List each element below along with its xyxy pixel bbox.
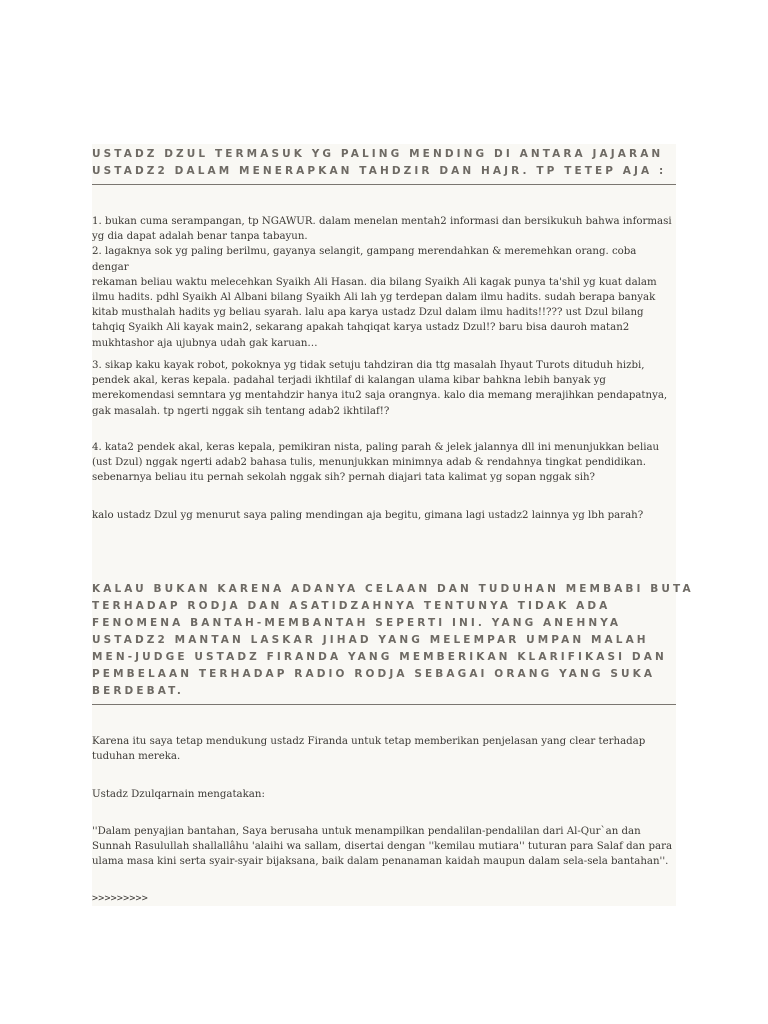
heading-divider — [92, 184, 676, 185]
heading-line: FENOMENA BANTAH-MEMBANTAH SEPERTI INI. YANG ANEHNYA — [92, 617, 622, 629]
heading-line: USTADZ2 MANTAN LASKAR JIHAD YANG MELEMPAR UMPAN MALAH — [92, 634, 649, 646]
paragraph-quote: ''Dalam penyajian bantahan, Saya berusaha untuk menampilkan pendalilan-pendalilan dari Al-Qur`an dan Sunnah Rasulullah shallallâhu 'alaihi wa sallam, disertai dengan ''kemilau mutiara'' tuturan para Salaf dan para ulama masa kini serta syair-syair bijaksana, baik dalam penanaman kaidah maupun dalam sela-sela bantahan''. — [92, 826, 673, 868]
continuation-marker: >>>>>>>>> — [92, 893, 148, 904]
paragraph-points-1-2: 1. bukan cuma serampangan, tp NGAWUR. dalam menelan mentah2 informasi dan bersikukuh bahwa informasi yg dia dapat adalah benar tanpa tabayun. 2. lagaknya sok yg paling berilmu, gayanya selangit, gampang merendahkan & meremehkan orang. coba dengar rekaman beliau waktu melecehkan Syaikh Ali Hasan. dia bilang Syaikh Ali kagak punya ta'shil yg kuat dalam ilmu hadits. pdhl Syaikh Al Albani bilang Syaikh Ali lah yg terdepan dalam ilmu hadits. sudah berapa banyak kitab musthalah hadits yg beliau syarah. lalu apa karya ustadz Dzul dalam ilmu hadits!!??? ust Dzul bilang tahqiq Syaikh Ali kayak main2, sekarang apakah tahqiqat karya ustadz Dzul!? baru bisa dauroh matan2 mukhtashor aja ujubnya udah gak karuan… — [92, 216, 672, 349]
heading-line: BERDEBAT. — [92, 685, 184, 697]
paragraph-point-3: 3. sikap kaku kayak robot, pokoknya yg tidak setuju tahdziran dia ttg masalah Ihyaut Turots dituduh hizbi, pendek akal, keras kepala. padahal terjadi ikhtilaf di kalangan ulama kibar bahkna lebih banyak yg merekomendasi semntara yg mentahdzir hanya itu2 saja orangnya. kalo dia memang merajihkan pendapatnya, gak masalah. tp ngerti nggak sih tentang adab2 ikhtilaf!? — [92, 360, 668, 417]
paragraph-support: Karena itu saya tetap mendukung ustadz Firanda untuk tetap memberikan penjelasan yang clear terhadap tuduhan mereka. — [92, 736, 646, 763]
paragraph-point-4: 4. kata2 pendek akal, keras kepala, pemikiran nista, paling parah & jelek jalannya dll ini menunjukkan beliau (ust Dzul) nggak ngerti adab2 bahasa tulis, menunjukkan minimnya adab & rendahnya tingkat pendidikan. sebenarnya beliau itu pernah sekolah nggak sih? pernah diajari tata kalimat yg sopan nggak sih? — [92, 442, 660, 484]
heading-line: KALAU BUKAN KARENA ADANYA CELAAN DAN TUDUHAN MEMBABI BUTA — [92, 583, 694, 595]
heading-line: PEMBELAAN TERHADAP RADIO RODJA SEBAGAI ORANG YANG SUKA — [92, 668, 656, 680]
document-page — [92, 144, 694, 906]
section-heading-1 — [92, 146, 676, 180]
heading-line: MEN-JUDGE USTADZ FIRANDA YANG MEMBERIKAN KLARIFIKASI DAN — [92, 651, 667, 663]
paragraph-conclusion: kalo ustadz Dzul yg menurut saya paling mendingan aja begitu, gimana lagi ustadz2 lainnya yg lbh parah? — [92, 510, 644, 521]
heading-line: TERHADAP RODJA DAN ASATIDZAHNYA TENTUNYA TIDAK ADA — [92, 600, 611, 612]
section-heading-2 — [92, 581, 694, 700]
heading-divider — [92, 704, 676, 705]
heading-line: USTADZ DZUL TERMASUK YG PALING MENDING DI ANTARA JAJARAN — [92, 148, 664, 160]
heading-line: USTADZ2 DALAM MENERAPKAN TAHDZIR DAN HAJR. TP TETEP AJA : — [92, 165, 667, 177]
paragraph-quote-intro: Ustadz Dzulqarnain mengatakan: — [92, 789, 265, 800]
